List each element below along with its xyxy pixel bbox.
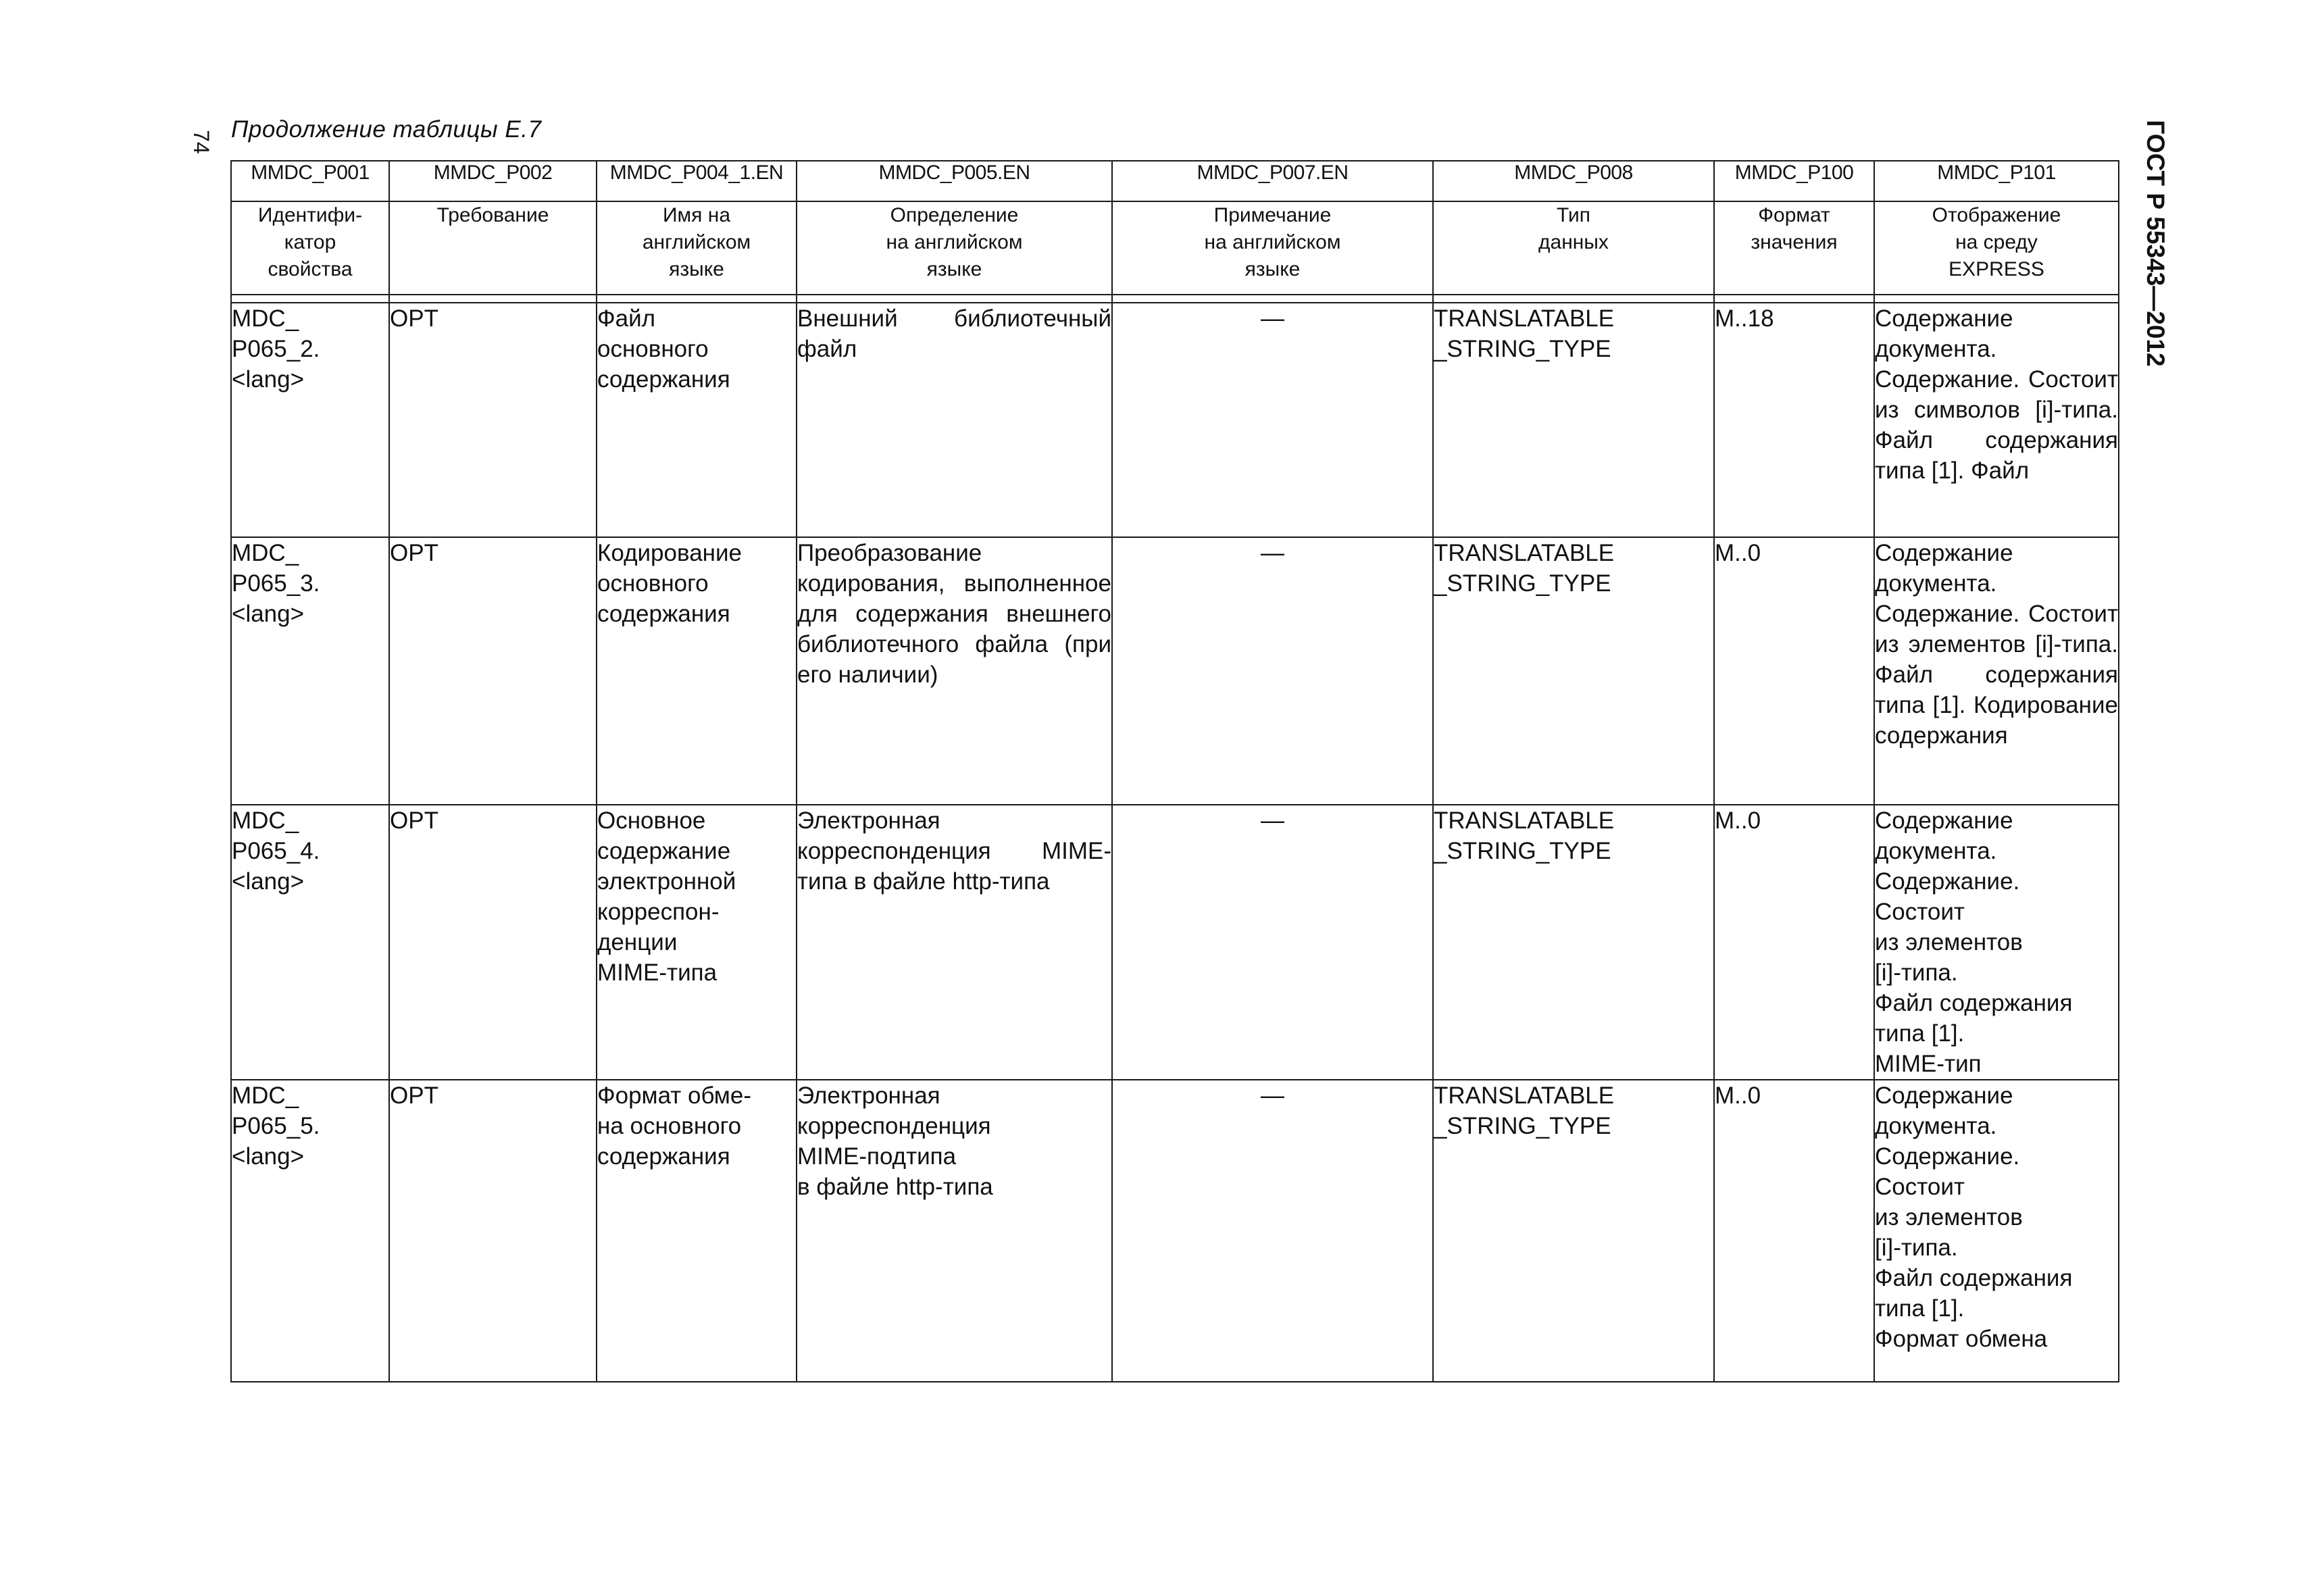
express-mapping-cell <box>1874 537 2119 805</box>
page-number: 74 <box>189 130 213 154</box>
requirement: OPT <box>390 1082 438 1109</box>
name-en: Файл основного содержания <box>597 305 730 393</box>
express-mapping-cell <box>1874 805 2119 1080</box>
name-en-cell <box>597 805 797 1080</box>
data-type: TRANSLATABLE _STRING_TYPE <box>1434 305 1615 362</box>
property-id-cell <box>231 537 389 805</box>
express-mapping-cell <box>1874 303 2119 537</box>
column-code-row <box>231 161 2119 201</box>
requirement-cell <box>389 1080 597 1382</box>
name-en: Формат обме- на основного содержания <box>597 1082 751 1170</box>
note-en: — <box>1261 540 1284 566</box>
column-name-row <box>231 201 2119 295</box>
name-en-cell <box>597 537 797 805</box>
name-en: Кодирование основного содержания <box>597 540 742 627</box>
properties-table <box>230 160 2119 1382</box>
document-standard-code: ГОСТ Р 55343—2012 <box>2142 120 2169 367</box>
note-en-cell <box>1112 303 1433 537</box>
requirement-cell <box>389 805 597 1080</box>
value-format: M..0 <box>1715 540 1761 566</box>
requirement: OPT <box>390 807 438 834</box>
requirement-cell <box>389 303 597 537</box>
column-header <box>597 201 797 295</box>
value-format: M..18 <box>1715 305 1774 332</box>
value-format: M..0 <box>1715 1082 1761 1109</box>
separator-cell <box>1112 295 1433 303</box>
property-id-cell <box>231 805 389 1080</box>
value-format-cell <box>1714 537 1874 805</box>
note-en-cell <box>1112 537 1433 805</box>
column-header-label: Формат значения <box>1751 204 1838 253</box>
value-format: M..0 <box>1715 807 1761 834</box>
property-id: MDC_ P065_2. <lang> <box>232 305 320 393</box>
note-en-cell <box>1112 805 1433 1080</box>
column-header-label: Определение на английском языке <box>886 204 1023 280</box>
header-separator-row <box>231 295 2119 303</box>
data-type-cell <box>1433 303 1714 537</box>
separator-cell <box>597 295 797 303</box>
column-header <box>1112 201 1433 295</box>
data-type: TRANSLATABLE _STRING_TYPE <box>1434 807 1615 864</box>
express-mapping: Содержание документа. Содержание. Состоит из символов [i]-типа. Файл содержания типа [1]. Файл <box>1875 305 2118 484</box>
property-id: MDC_ P065_5. <lang> <box>232 1082 320 1170</box>
separator-cell <box>1433 295 1714 303</box>
note-en-cell <box>1112 1080 1433 1382</box>
express-mapping: Содержание документа. Содержание. Состоит из элементов [i]-типа. Файл содержания типа [1]. Формат обмена <box>1875 1082 2073 1352</box>
column-code: MMDC_P101 <box>1874 161 2119 201</box>
column-header-label: Примечание на английском языке <box>1204 204 1341 280</box>
table-continuation-caption: Продолжение таблицы Е.7 <box>231 116 542 143</box>
column-code: MMDC_P001 <box>231 161 389 201</box>
separator-cell <box>389 295 597 303</box>
column-header-label: Имя на английском языке <box>642 204 751 280</box>
column-header-label: Отображение на среду EXPRESS <box>1932 204 2061 280</box>
column-header <box>797 201 1112 295</box>
column-header-label: Идентифи- катор свойства <box>257 204 363 280</box>
name-en-cell <box>597 303 797 537</box>
data-type: TRANSLATABLE _STRING_TYPE <box>1434 540 1615 597</box>
data-type-cell <box>1433 805 1714 1080</box>
definition-en-cell <box>797 805 1112 1080</box>
property-id: MDC_ P065_4. <lang> <box>232 807 320 895</box>
note-en: — <box>1261 305 1284 332</box>
column-code: MMDC_P100 <box>1714 161 1874 201</box>
column-code: MMDC_P002 <box>389 161 597 201</box>
express-mapping: Содержание документа. Содержание. Состоит из элементов [i]-типа. Файл содержания типа [1]. MIME-тип <box>1875 807 2073 1077</box>
property-id: MDC_ P065_3. <lang> <box>232 540 320 627</box>
separator-cell <box>231 295 389 303</box>
property-id-cell <box>231 1080 389 1382</box>
name-en: Основное содержание электронной корреспон- денции MIME-типа <box>597 807 736 986</box>
column-header-label: Требование <box>436 204 549 226</box>
definition-en: Внешний библиотечный файл <box>797 305 1111 362</box>
column-header <box>1714 201 1874 295</box>
column-code: MMDC_P004_1.EN <box>597 161 797 201</box>
column-code: MMDC_P008 <box>1433 161 1714 201</box>
column-code: MMDC_P007.EN <box>1112 161 1433 201</box>
property-id-cell <box>231 303 389 537</box>
note-en: — <box>1261 1082 1284 1109</box>
express-mapping-cell <box>1874 1080 2119 1382</box>
column-header <box>389 201 597 295</box>
value-format-cell <box>1714 303 1874 537</box>
definition-en-cell <box>797 537 1112 805</box>
column-code: MMDC_P005.EN <box>797 161 1112 201</box>
column-header <box>1874 201 2119 295</box>
table-row <box>231 303 2119 537</box>
note-en: — <box>1261 807 1284 834</box>
separator-cell <box>1874 295 2119 303</box>
definition-en: Преобразование кодирования, выполненное для содержания внешнего библиотечного файла (при его наличии) <box>797 540 1111 688</box>
value-format-cell <box>1714 805 1874 1080</box>
express-mapping: Содержание документа. Содержание. Состоит из элементов [i]-типа. Файл содержания типа [1]. Кодирование содержания <box>1875 540 2118 749</box>
definition-en-cell <box>797 303 1112 537</box>
separator-cell <box>797 295 1112 303</box>
data-type-cell <box>1433 537 1714 805</box>
column-header <box>231 201 389 295</box>
value-format-cell <box>1714 1080 1874 1382</box>
requirement-cell <box>389 537 597 805</box>
name-en-cell <box>597 1080 797 1382</box>
requirement: OPT <box>390 540 438 566</box>
definition-en: Электронная корреспонденция MIME-подтипа в файле http-типа <box>797 1082 993 1200</box>
table-row <box>231 1080 2119 1382</box>
column-header-label: Тип данных <box>1538 204 1609 253</box>
column-header <box>1433 201 1714 295</box>
separator-cell <box>1714 295 1874 303</box>
definition-en-cell <box>797 1080 1112 1382</box>
data-type: TRANSLATABLE _STRING_TYPE <box>1434 1082 1615 1139</box>
requirement: OPT <box>390 305 438 332</box>
table-row <box>231 805 2119 1080</box>
data-type-cell <box>1433 1080 1714 1382</box>
definition-en: Электронная корреспонденция MIME-типа в файле http-типа <box>797 807 1111 895</box>
table-row <box>231 537 2119 805</box>
